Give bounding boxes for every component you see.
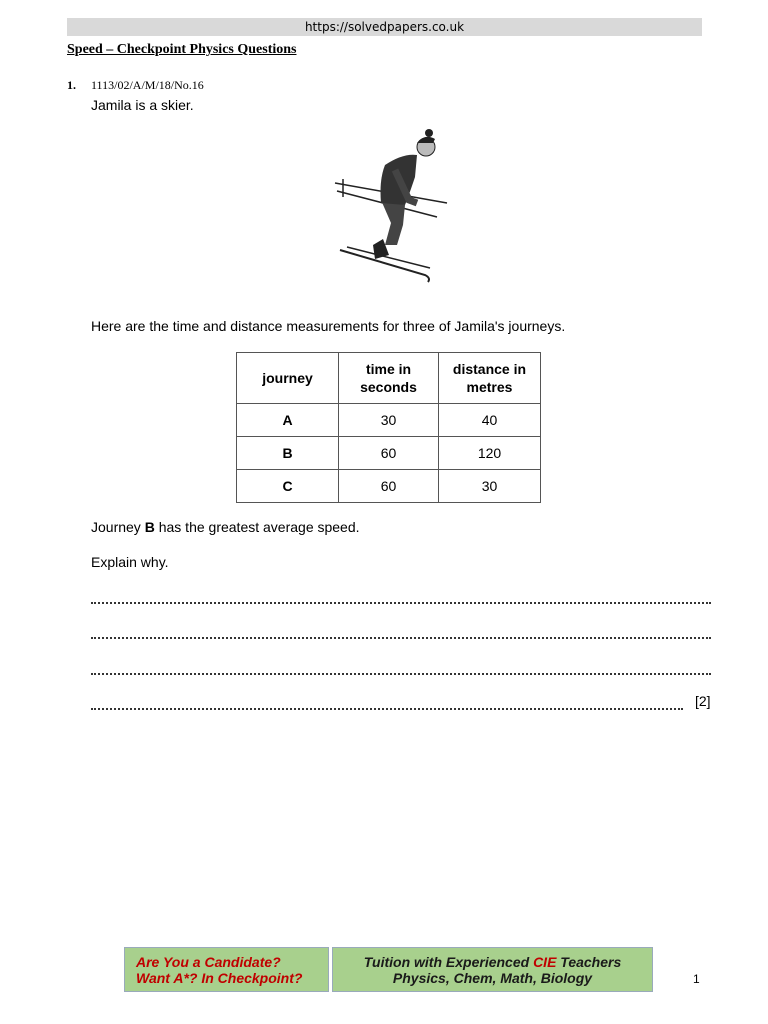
cell-distance: 40	[439, 404, 541, 437]
cell-journey: B	[237, 437, 339, 470]
answer-line[interactable]	[91, 637, 711, 639]
marks-label: [2]	[695, 693, 711, 709]
table-row	[237, 470, 541, 503]
url-header: https://solvedpapers.co.uk	[67, 18, 702, 36]
skier-illustration	[325, 125, 450, 290]
promo-line: Are You a Candidate?	[136, 954, 281, 970]
cell-time: 60	[339, 437, 439, 470]
question-number: 1.	[67, 78, 76, 92]
promo-line: Want A*? In Checkpoint?	[136, 970, 303, 986]
header-time: time in seconds	[339, 353, 439, 404]
table-row	[237, 437, 541, 470]
table-row	[237, 404, 541, 437]
cell-distance: 30	[439, 470, 541, 503]
promo-candidate[interactable]	[124, 947, 329, 992]
promo-tuition[interactable]	[332, 947, 653, 992]
promo-line: Tuition with Experienced CIE Teachers	[363, 954, 622, 970]
cell-journey: A	[237, 404, 339, 437]
table-header-row	[237, 353, 541, 404]
answer-line[interactable]	[91, 708, 683, 710]
page-title: Speed – Checkpoint Physics Questions	[67, 42, 297, 57]
cell-time: 30	[339, 404, 439, 437]
question-reference: 1113/02/A/M/18/No.16	[91, 78, 204, 92]
promo-line: Physics, Chem, Math, Biology	[392, 970, 593, 986]
table-intro: Here are the time and distance measurements for three of Jamila's journeys.	[91, 318, 566, 334]
instruction: Explain why.	[91, 554, 169, 570]
measurements-table	[236, 352, 541, 503]
header-journey: journey	[237, 353, 339, 404]
cell-distance: 120	[439, 437, 541, 470]
header-distance: distance in metres	[439, 353, 541, 404]
cell-time: 60	[339, 470, 439, 503]
page-number: 1	[693, 972, 700, 986]
question-intro: Jamila is a skier.	[91, 97, 194, 113]
answer-line[interactable]	[91, 602, 711, 604]
cell-journey: C	[237, 470, 339, 503]
statement: Journey B has the greatest average speed.	[91, 519, 360, 535]
answer-line[interactable]	[91, 673, 711, 675]
